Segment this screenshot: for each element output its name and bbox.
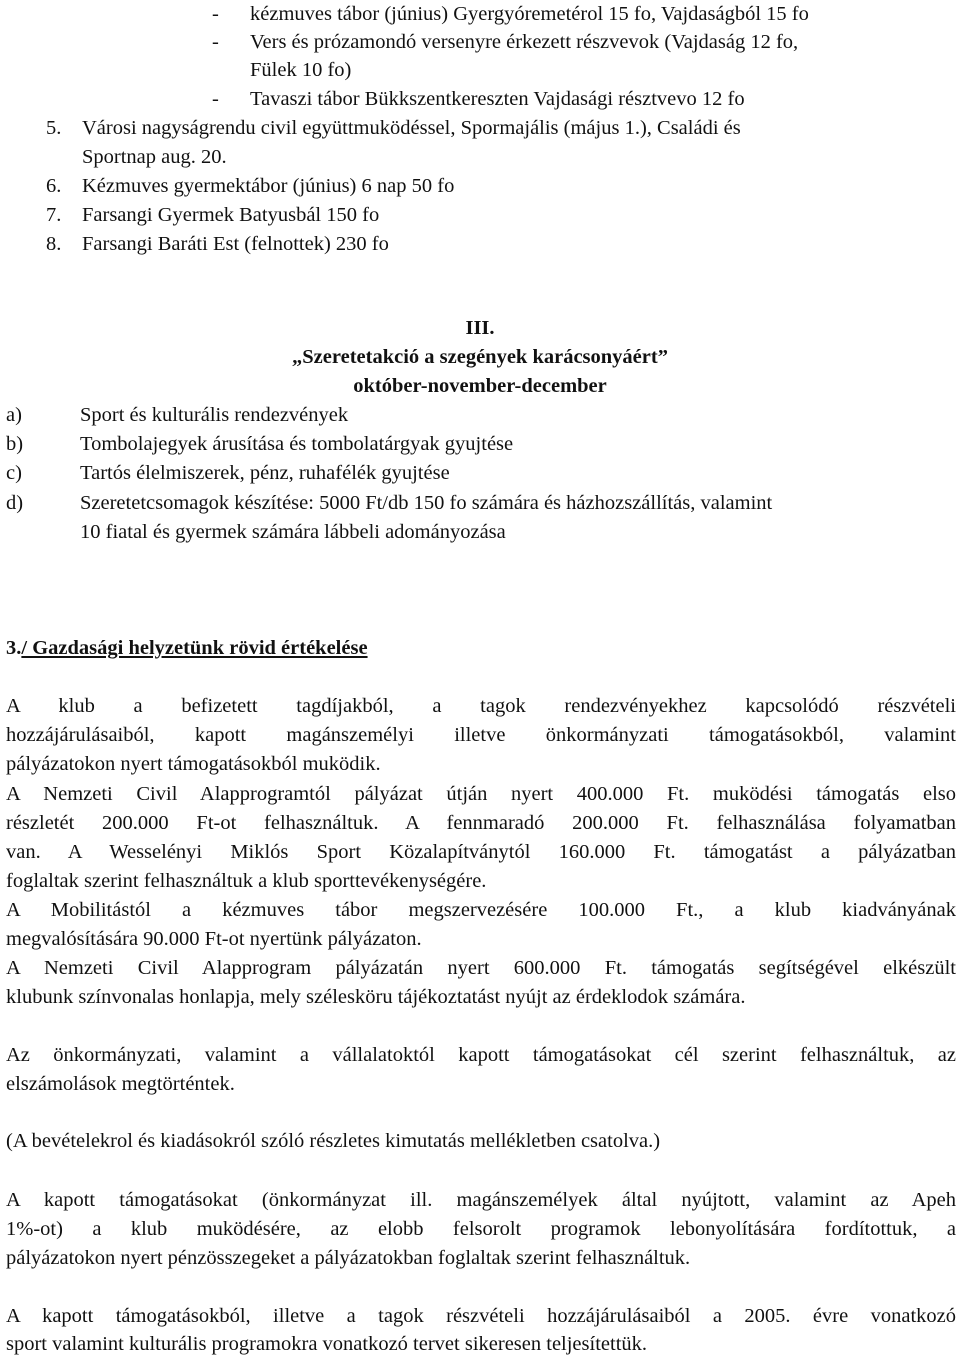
list-number: 8. <box>46 233 62 255</box>
paragraph-line: A Nemzeti Civil Alapprogramtól pályázat útján nyert 400.000 Ft. muködési támogatás elso <box>6 783 956 805</box>
list-item-text: Farsangi Baráti Est (felnottek) 230 fo <box>82 233 389 255</box>
item-text: Tombolajegyek árusítása és tombolatárgyak gyujtése <box>80 433 514 455</box>
item-text: 10 fiatal és gyermek számára lábbeli adományozása <box>80 521 506 543</box>
list-item-text: Kézmuves gyermektábor (június) 6 nap 50 fo <box>82 175 455 197</box>
paragraph-line: sport valamint kulturális programokra vonatkozó tervet sikeresen teljesítettük. <box>6 1333 648 1355</box>
heading-number: 3. <box>6 637 22 659</box>
dash-bullet: - <box>212 88 219 110</box>
list-number: 6. <box>46 175 62 197</box>
item-label: d) <box>6 492 24 514</box>
dash-bullet: - <box>212 31 219 53</box>
item-label: c) <box>6 462 22 484</box>
paragraph-line: van. A Wesselényi Miklós Sport Közalapítványtól 160.000 Ft. támogatást a pályázatban <box>6 841 956 863</box>
item-text: Sport és kulturális rendezvények <box>80 404 349 426</box>
item-label: b) <box>6 433 24 455</box>
section-subtitle: október-november-december <box>353 375 607 397</box>
list-item-text: Sportnap aug. 20. <box>82 146 227 168</box>
paragraph-line: elszámolások megtörténtek. <box>6 1073 235 1095</box>
list-number: 7. <box>46 204 62 226</box>
paragraph-line: klubunk színvonalas honlapja, mely szélesköru tájékoztatást nyújt az érdeklodok számára. <box>6 986 746 1008</box>
paragraph-line: pályázatokon nyert támogatásokból muködik. <box>6 753 381 775</box>
paragraph-line: pályázatokon nyert pénzösszegeket a pályázatokban foglaltak szerint felhasználtuk. <box>6 1247 691 1269</box>
paragraph-line: hozzájárulásaiból, kapott magánszemélyi illetve önkormányzati támogatásokból, valamint <box>6 724 956 746</box>
dash-item-text: Tavaszi tábor Bükkszentkereszten Vajdasági résztvevo 12 fo <box>250 88 745 110</box>
paragraph-line: A Mobilitástól a kézmuves tábor megszervezésére 100.000 Ft., a klub kiadványának <box>6 899 956 921</box>
paragraph-line: (A bevételekrol és kiadásokról szóló részletes kimutatás mellékletben csatolva.) <box>6 1130 661 1152</box>
paragraph-line: 1%-ot) a klub muködésére, az elobb felsorolt programok lebonyolítására fordítottuk, a <box>6 1218 956 1240</box>
item-text: Tartós élelmiszerek, pénz, ruhafélék gyujtése <box>80 462 450 484</box>
item-label: a) <box>6 404 22 426</box>
item-text: Szeretetcsomagok készítése: 5000 Ft/db 150 fo számára és házhozszállítás, valamint <box>80 492 773 514</box>
dash-bullet: - <box>212 3 219 25</box>
dash-item-text: Fülek 10 fo) <box>250 59 352 81</box>
paragraph-line: részletét 200.000 Ft-ot felhasználtuk. A fennmaradó 200.000 Ft. felhasználása folyamatban <box>6 812 956 834</box>
paragraph-line: Az önkormányzati, valamint a vállalatoktól kapott támogatásokat cél szerint felhasználtuk, az <box>6 1044 956 1066</box>
paragraph-line: A Nemzeti Civil Alapprogram pályázatán nyert 600.000 Ft. támogatás segítségével elkészült <box>6 957 956 979</box>
section-title: „Szeretetakció a szegények karácsonyáért” <box>292 346 668 368</box>
section-roman-numeral: III. <box>465 317 495 339</box>
paragraph-line: A klub a befizetett tagdíjakból, a tagok rendezvényekhez kapcsolódó részvételi <box>6 695 956 717</box>
list-number: 5. <box>46 117 62 139</box>
list-item-text: Városi nagyságrendu civil együttmuködéssel, Spormajális (május 1.), Családi és <box>82 117 741 139</box>
section-heading <box>6 634 368 663</box>
dash-item-text: kézmuves tábor (június) Gyergyóremetérol 15 fo, Vajdaságból 15 fo <box>250 3 809 25</box>
paragraph-line: A kapott támogatásokat (önkormányzat ill. magánszemélyek által nyújtott, valamint az Apeh <box>6 1189 956 1211</box>
paragraph-line: megvalósítására 90.000 Ft-ot nyertünk pályázaton. <box>6 928 422 950</box>
dash-item-text: Vers és prózamondó versenyre érkezett részvevok (Vajdaság 12 fo, <box>250 31 799 53</box>
paragraph-line: A kapott támogatásokból, illetve a tagok részvételi hozzájárulásaiból a 2005. évre vonatkozó <box>6 1305 956 1327</box>
paragraph-line: foglaltak szerint felhasználtuk a klub sporttevékenységére. <box>6 870 487 892</box>
list-item-text: Farsangi Gyermek Batyusbál 150 fo <box>82 204 380 226</box>
heading-text: / Gazdasági helyzetünk rövid értékelése <box>21 637 368 659</box>
